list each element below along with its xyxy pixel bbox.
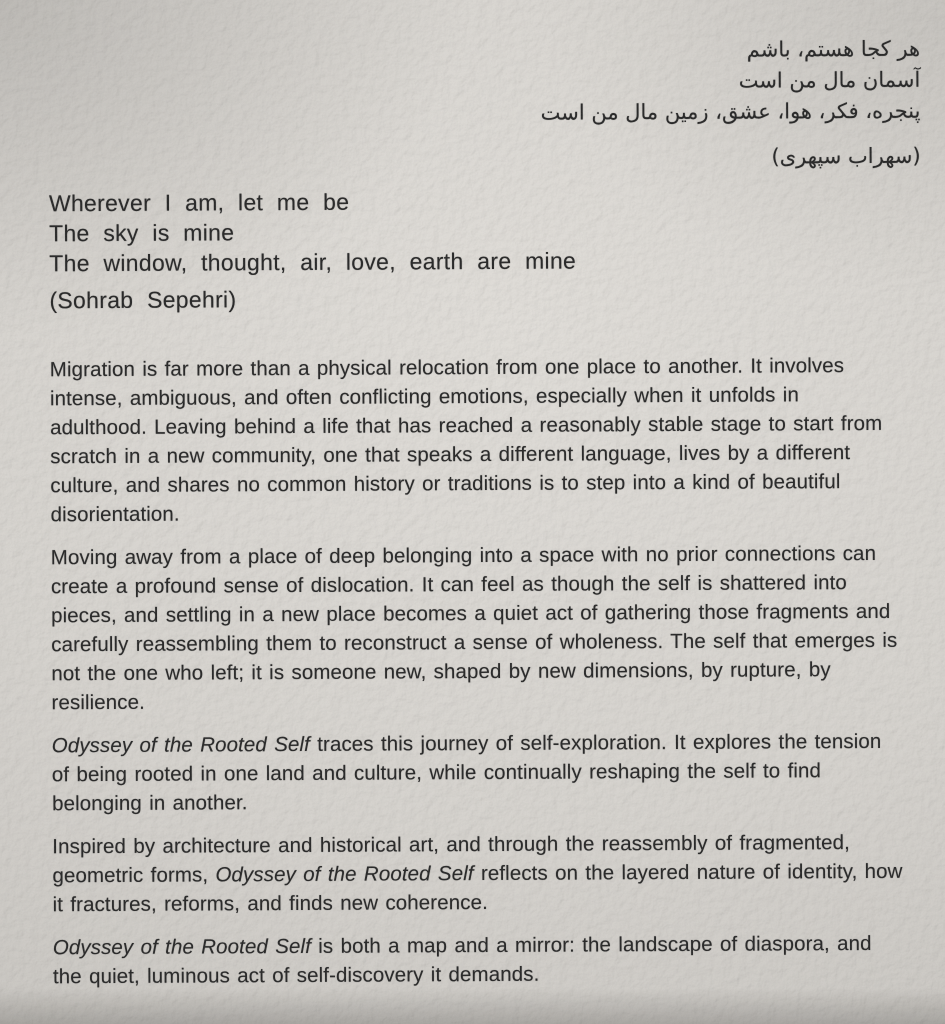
- english-poem-line-3: The window, thought, air, love, earth are mine: [49, 247, 577, 277]
- english-poem-attribution: (Sohrab Sepehri): [49, 286, 237, 314]
- persian-poem-line-2: آسمان مال من است: [738, 67, 921, 93]
- persian-poem: [48, 34, 921, 177]
- wall-text-panel: [48, 28, 925, 1006]
- exhibition-statement: [50, 351, 905, 991]
- statement-paragraph-1: Migration is far more than a physical relocation from one place to another. It involves intense, ambiguous, and often conflicting emotions, especially when it unfolds in adulthood. Leaving behind a life that has reached a reasonably stable stage to start from scratch in a new community, one that speaks a different language, lives by a different culture, and shares no common history or traditions is to step into a kind of beautiful disorientation.: [49, 354, 883, 527]
- statement-paragraph-5: Odyssey of the Rooted Self is both a map and a mirror: the landscape of diaspora, and the quiet, luminous act of self-discovery it demands.: [52, 931, 872, 989]
- statement-paragraph-2: Moving away from a place of deep belonging into a space with no prior connections can create a profound sense of dislocation. It can feel as though the self is shattered into pieces, and settling in a new place becomes a quiet act of gathering those fragments and carefully reassembling them to reconstruct a sense of wholeness. The self that emerges is not the one who left; it is someone new, shaped by new dimensions, by rupture, by resilience.: [50, 541, 898, 715]
- english-poem-line-1: Wherever I am, let me be: [48, 188, 350, 217]
- persian-poem-line-3: پنجره، فکر، هوا، عشق، زمین مال من است: [540, 98, 921, 125]
- statement-paragraph-3: Odyssey of the Rooted Self traces this journey of self-exploration. It explores the tension of being rooted in one land and culture, while continually reshaping the self to find belonging in another.: [51, 729, 882, 816]
- persian-poem-line-1: هر کجا هستم، باشم: [746, 36, 921, 62]
- english-poem: [49, 184, 922, 316]
- persian-poem-attribution: (سهراب سپهری): [771, 143, 921, 169]
- english-poem-line-2: The sky is mine: [48, 219, 235, 247]
- statement-paragraph-4: Inspired by architecture and historical art, and through the reassembly of fragmented, geometric forms, Odyssey of the Rooted Self reflects on the layered nature of identity, how it fractures, reforms, and finds new coherence.: [52, 831, 903, 917]
